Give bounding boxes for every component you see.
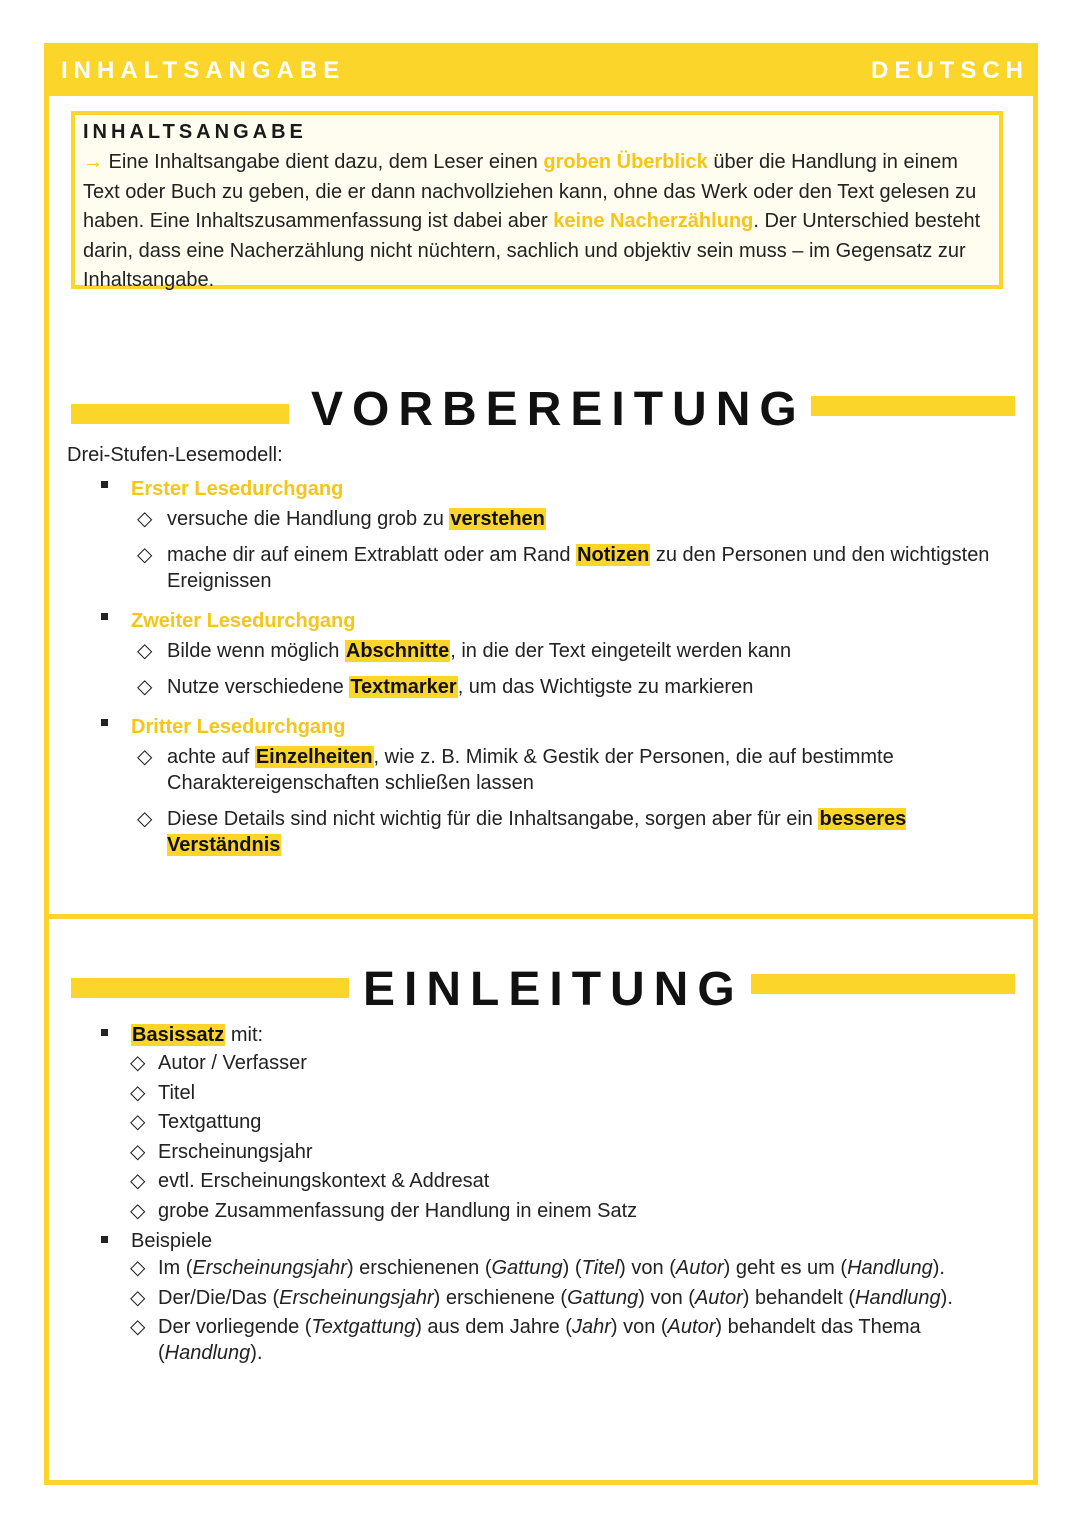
section-title: EINLEITUNG xyxy=(363,963,744,1016)
list-item xyxy=(101,674,1017,700)
highlight-mark: Abschnitte xyxy=(345,640,450,662)
list-item xyxy=(67,1020,1017,1224)
step-heading: Erster Lesedurchgang xyxy=(131,478,344,500)
list-item: ◇ Der/Die/Das (Erscheinungsjahr) erschienene (Gattung) von (Autor) behandelt (Handlung). xyxy=(130,1285,1017,1311)
list-item xyxy=(101,506,1017,532)
item-text: Nutze verschiedene xyxy=(167,676,350,698)
item-text: versuche die Handlung grob zu xyxy=(167,508,450,530)
list-item: ◇ evtl. Erscheinungskontext & Addresat xyxy=(130,1168,1017,1194)
definition-box xyxy=(71,111,1003,289)
step-heading: Dritter Lesedurchgang xyxy=(131,716,346,738)
list-item xyxy=(67,710,1017,858)
list-item xyxy=(101,806,1017,858)
heading-bar-left xyxy=(71,404,289,424)
step-items xyxy=(101,744,1017,858)
item-text: Bilde wenn möglich xyxy=(167,640,345,662)
step-items xyxy=(101,506,1017,594)
arrow-right-icon: → xyxy=(83,151,103,173)
section-divider xyxy=(49,914,1033,919)
vorbereitung-content xyxy=(67,442,1017,868)
header-topic: INHALTSANGABE xyxy=(61,57,346,84)
item-text: zu den Personen und den wichtigsten Ereignissen xyxy=(167,544,990,592)
item-text: , wie z. B. Mimik & Gestik der Personen, die auf bestimmte Charaktereigenschaften schließen lassen xyxy=(167,746,894,794)
definition-part: . Der Unterschied besteht darin, dass eine Nacherzählung nicht nüchtern, sachlich und objektiv sein muss – im Gegensatz zur Inhaltsangabe. xyxy=(83,210,981,291)
page-frame xyxy=(44,43,1038,1485)
header-bar xyxy=(49,48,1033,96)
list-item: ◇ Autor / Verfasser xyxy=(130,1050,1017,1076)
definition-part: über die Handlung in einem Text oder Buch zu geben, die er dann nachvollziehen kann, ohne das Werk oder den Text gelesen zu haben. Eine Inhaltszusammenfassung ist dabei aber xyxy=(83,151,977,232)
list-item: ◇ Der vorliegende (Textgattung) aus dem Jahre (Jahr) von (Autor) behandelt das Thema (Handlung). xyxy=(130,1314,1017,1366)
heading-bar-right xyxy=(811,396,1015,416)
reading-model-label: Drei-Stufen-Lesemodell: xyxy=(67,444,283,466)
item-text: mache dir auf einem Extrablatt oder am Rand xyxy=(167,544,577,566)
examples-label: Beispiele xyxy=(131,1230,213,1252)
list-item xyxy=(67,604,1017,700)
list-item xyxy=(101,744,1017,796)
item-text: , um das Wichtigste zu markieren xyxy=(457,676,754,698)
highlight-mark: Einzelheiten xyxy=(255,746,373,768)
step-items xyxy=(101,638,1017,700)
list-item: ◇ Erscheinungsjahr xyxy=(130,1139,1017,1165)
highlight-mark: besseres Verständnis xyxy=(167,808,907,856)
step-heading: Zweiter Lesedurchgang xyxy=(131,610,356,632)
highlight-mark: verstehen xyxy=(450,508,545,530)
list-item: ◇ grobe Zusammenfassung der Handlung in einem Satz xyxy=(130,1198,1017,1224)
list-item xyxy=(101,638,1017,664)
highlight-mark: Notizen xyxy=(577,544,650,566)
definition-title: INHALTSANGABE xyxy=(83,121,307,143)
heading-bar-right xyxy=(751,974,1015,994)
definition-part: Eine Inhaltsangabe dient dazu, dem Leser einen xyxy=(103,151,544,173)
example-items xyxy=(130,1255,1017,1366)
einleitung-content xyxy=(67,1020,1017,1370)
basis-items xyxy=(130,1050,1017,1224)
item-text: mit: xyxy=(225,1024,264,1046)
list-item: ◇ Im (Erscheinungsjahr) erschienenen (Gattung) (Titel) von (Autor) geht es um (Handlung). xyxy=(130,1255,1017,1281)
highlight-text: keine Nacherzählung xyxy=(553,210,754,232)
header-subject: DEUTSCH xyxy=(870,57,1029,84)
highlight-mark: Basissatz xyxy=(132,1024,225,1046)
item-text: Diese Details sind nicht wichtig für die Inhaltsangabe, sorgen aber für ein xyxy=(167,808,819,830)
list-item xyxy=(67,1227,1017,1366)
list-item xyxy=(101,542,1017,594)
section-title: VORBEREITUNG xyxy=(311,383,806,436)
highlight-mark: Textmarker xyxy=(350,676,457,698)
section-heading-vorbereitung xyxy=(49,382,1033,442)
item-text: , in die der Text eingeteilt werden kann xyxy=(450,640,792,662)
list-item xyxy=(67,472,1017,594)
item-text: achte auf xyxy=(167,746,255,768)
einleitung-list xyxy=(67,1020,1017,1366)
reading-steps-list xyxy=(67,472,1017,858)
section-heading-einleitung xyxy=(49,962,1033,1022)
highlight-text: groben Überblick xyxy=(543,151,708,173)
heading-bar-left xyxy=(71,978,349,998)
list-item: ◇ Titel xyxy=(130,1080,1017,1106)
list-item: ◇ Textgattung xyxy=(130,1109,1017,1135)
definition-text xyxy=(83,148,991,296)
